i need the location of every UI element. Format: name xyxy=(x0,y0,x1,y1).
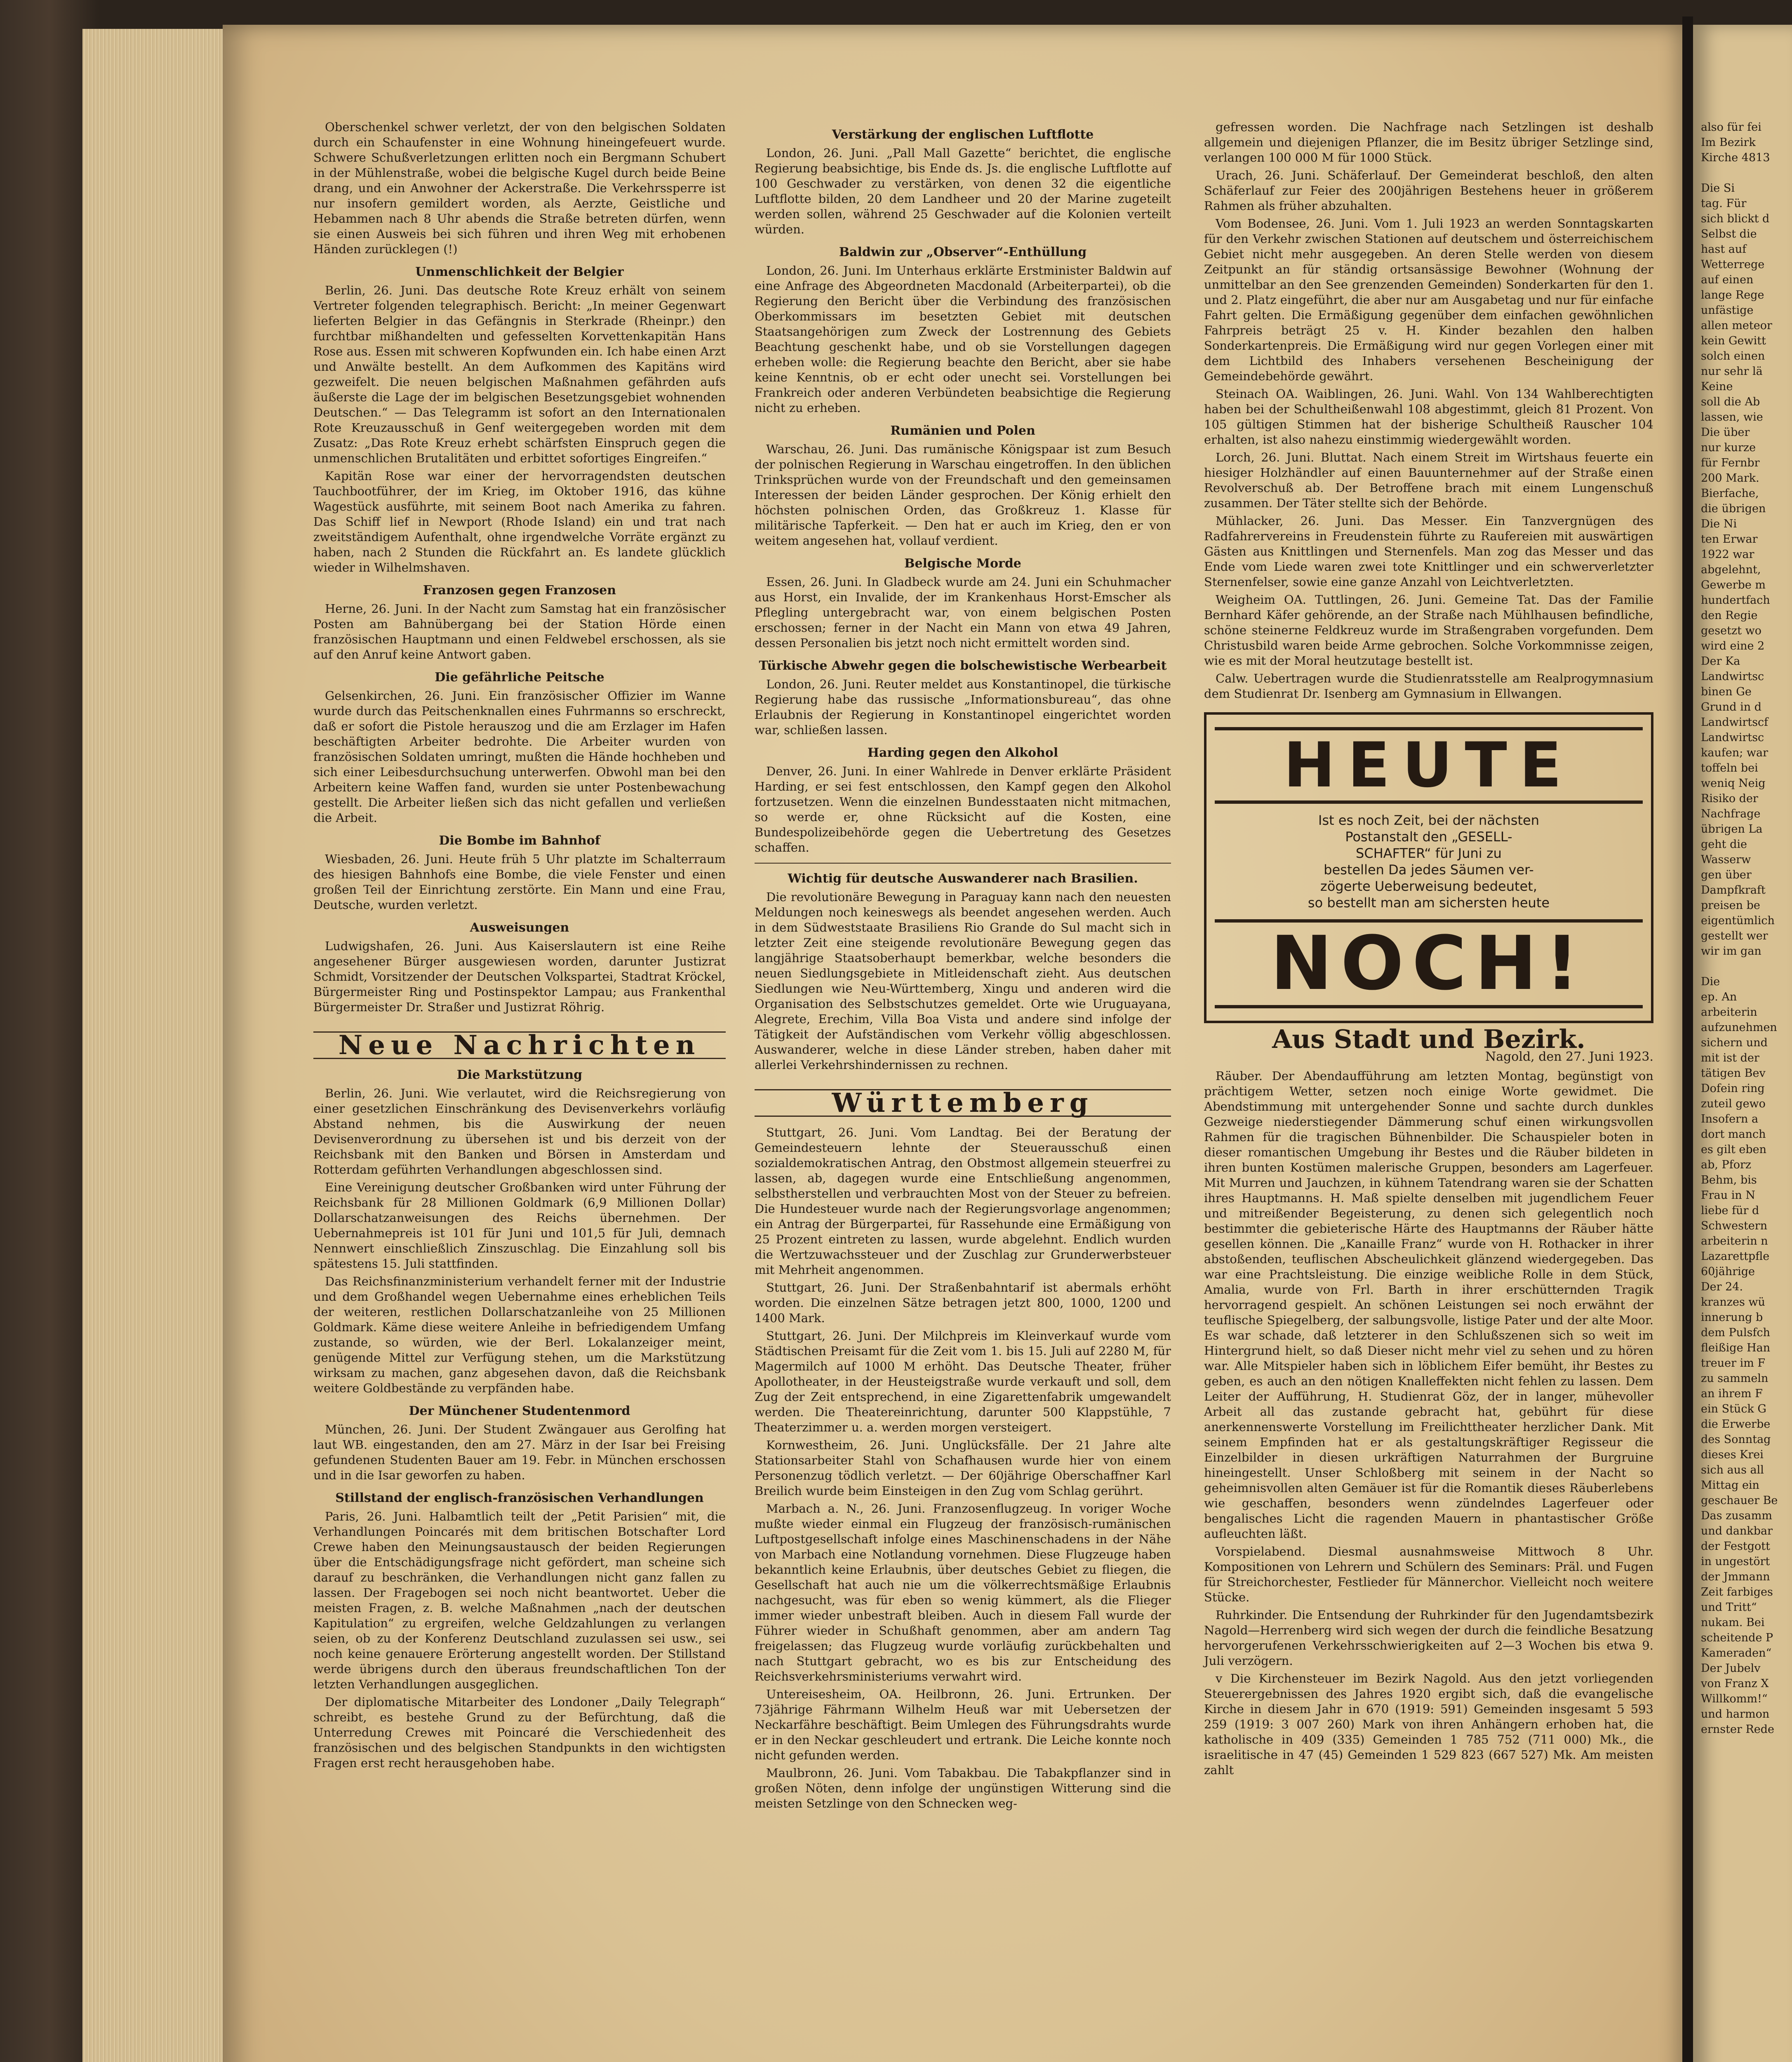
article-text: Kornwestheim, 26. Juni. Unglücksfälle. Der 21 Jahre alte Stationsarbeiter Stahl von Schafhausen wurde hier von einem Personenzug tödlich verletzt. — Der 60jährige Oberschaffner Karl Breilich wurde beim Einsteigen in den Zug vom Schlag gerührt. xyxy=(755,1438,1171,1498)
article-text: London, 26. Juni. „Pall Mall Gazette“ berichtet, die englische Regierung beabsichtige, bis Ende ds. Js. die englische Luftflotte auf 100 Geschwader zu verstärken, von denen 32 die eigentliche Luftflotte bilden, 20 dem Landheer und 20 der Marine zugeteilt werden sollen, während 25 Geschwader auf die Kolonien verteilt würden. xyxy=(755,146,1171,236)
facing-page-line: Insofern a xyxy=(1701,1113,1759,1125)
article-text: Calw. Uebertragen wurde die Studienratsstelle am Realprogymnasium dem Studienrat Dr. Isenberg am Gymnasium in Ellwangen. xyxy=(1204,671,1653,701)
article-heading: Stillstand der englisch-französischen Verhandlungen xyxy=(335,1491,704,1505)
facing-page-line: von Franz X xyxy=(1701,1677,1769,1690)
ad-text: Ist es noch Zeit, bei der nächsten xyxy=(1318,812,1539,828)
article-heading: Harding gegen den Alkohol xyxy=(867,746,1058,760)
article-text: London, 26. Juni. Reuter meldet aus Konstantinopel, die türkische Regierung habe das russische „Informationsbureau“, das ohne Erlaubnis der Regierung in Konstantinopel eingerichtet worden war, schließen lassen. xyxy=(755,677,1171,737)
facing-page-line: Dofein ring xyxy=(1701,1082,1765,1095)
facing-page-line: fleißige Han xyxy=(1701,1342,1771,1354)
facing-page-line: gesetzt wo xyxy=(1701,624,1761,637)
facing-page-line: zu sammeln xyxy=(1701,1372,1768,1385)
article-text: Berlin, 26. Juni. Wie verlautet, wird die Reichsregierung von einer gesetzlichen Einschränkung des Devisenverkehrs vorläufig Abstand nehmen, bis die Auswirkung der neuen Devisenverordnung zu übersehen ist und bis derzeit von der Reichsbank mit den Banken und Börsen in Amsterdam und Rotterdam geführten Verhandlungen abgeschlossen sind. xyxy=(313,1086,726,1177)
article-text: v Die Kirchensteuer im Bezirk Nagold. Aus den jetzt vorliegenden Steuerergebnissen des Jahres 1920 ergibt sich, daß die evangelische Kirche in diesem Jahr in 670 (1919: 591) Gemeinden insgesamt 5 593 259 (1919: 3 007 260) Mark von ihren Anhängern erhoben hat, die katholische in 409 (335) Gemeinden 1 785 752 (711 000) Mk., die israelitische in 47 (45) Gemeinden 1 529 823 (667 527) Mk. Am meisten zahlt xyxy=(1204,1671,1653,1777)
subscription-advertisement xyxy=(1204,712,1653,1023)
article-text: Marbach a. N., 26. Juni. Franzosenflugzeug. In voriger Woche mußte wieder einmal ein Flugzeug der französisch-rumänischen Luftpostgesellschaft infolge eines Maschinenschadens in der Nähe von Marbach eine Notlandung vornehmen. Diese Flugzeuge haben bekanntlich keine Erlaubnis, über deutsches Gebiet zu fliegen, die Gesellschaft hat auch nie um die völkerrechtsmäßige Erlaubnis nachgesucht, was für eben so wenig kümmert, als die Flieger immer wieder unbestraft bleiben. Auch in diesem Fall wurde der Führer wieder in Schußhaft genommen, aber am andern Tag freigelassen; das Flugzeug wurde vorläufig zurückbehalten und nach Stuttgart gebracht, wo es bis zur Entscheidung des Reichsverkehrsministeriums verwahrt wird. xyxy=(755,1502,1171,1683)
article-text: Stuttgart, 26. Juni. Der Straßenbahntarif ist abermals erhöht worden. Die einzelnen Sätze betragen jetzt 800, 1000, 1200 und 1400 Mark. xyxy=(755,1281,1171,1325)
facing-page-line: Die über xyxy=(1701,426,1750,439)
facing-page-line: Die Si xyxy=(1701,182,1735,195)
facing-page-line: Die xyxy=(1701,975,1720,988)
divider xyxy=(755,863,1171,864)
column-2 xyxy=(755,120,1171,1814)
article-text: Stuttgart, 26. Juni. Vom Landtag. Bei der Beratung der Gemeindesteuern lehnte der Steuerausschuß einen sozialdemokratischen Antrag, den Obstmost allgemein steuerfrei zu lassen, ab, dagegen wurde eine Entschließung angenommen, selbstherstellen und verbrauchten Most von der Steuer zu befreien. Die Hundesteuer wurde nach der Regierungsvorlage angenommen; ein Antrag der Bürgerpartei, für Rassehunde eine Ermäßigung von 25 Prozent eintreten zu lassen, wurde abgelehnt. Endlich wurden die Wertzuwachssteuer und der Zuschlag zur Grunderwerbsteuer mit Mehrheit angenommen. xyxy=(755,1125,1171,1277)
article-heading: Die gefährliche Peitsche xyxy=(435,670,604,685)
article-text: Stuttgart, 26. Juni. Der Milchpreis im Kleinverkauf wurde vom Städtischen Preisamt für die Zeit vom 1. bis 15. Juli auf 2280 M, für Magermilch auf 1000 M erhöht. Das Deutsche Theater, früher Apollotheater, in der Heusteigstraße wurde verkauft und soll, dem Zug der Zeit entsprechend, in eine Zigarettenfabrik umgewandelt werden. Die Theatereinrichtung, darunter 500 Klappstühle, 7 Theaterzimmer u. a. werden morgen versteigert. xyxy=(755,1329,1171,1434)
facing-page-line: Grund in d xyxy=(1701,701,1762,713)
facing-page-line: nur sehr lä xyxy=(1701,365,1763,378)
article-heading: Die Bombe im Bahnhof xyxy=(439,833,600,848)
facing-page-line: die übrigen xyxy=(1701,502,1766,515)
article-text: München, 26. Juni. Der Student Zwängauer aus Gerolfing hat laut WB. eingestanden, den am 27. März in der Isar bei Freising gefundenen Studenten Bauer am 19. Febr. in München erschossen und in die Isar geworfen zu haben. xyxy=(313,1422,726,1482)
facing-page-line xyxy=(1701,165,1787,181)
article-text: Steinach OA. Waiblingen, 26. Juni. Wahl. Von 134 Wahlberechtigten haben bei der Schultheißenwahl 108 abgestimmt, gleich 81 Prozent. Von 105 gültigen Stimmen hat der bisherige Schultheiß Rauscher 104 erhalten, ist also nahezu einstimmig wiedergewählt worden. xyxy=(1204,387,1653,447)
ad-text: zögerte Ueberweisung bedeutet, xyxy=(1320,878,1537,894)
article-text: Eine Vereinigung deutscher Großbanken wird unter Führung der Reichsbank für 28 Millionen Goldmark (6,9 Millionen Dollar) Dollarschatzanweisungen des Reichs übernehmen. Der Uebernahmepreis ist 101 für Juni und 101,5 für Juli, demnach Nennwert einschließlich Zinszuschlag. Die Einzahlung soll bis spätestens 15. Juli stattfinden. xyxy=(313,1180,726,1271)
article-text: Das Reichsfinanzministerium verhandelt ferner mit der Industrie und dem Großhandel wegen Uebernahme eines erheblichen Teils der weiteren, restlichen Dollarschatzanleihe von 25 Millionen Goldmark. Käme diese weitere Anleihe in befriedigendem Umfang zustande, so würden, wie der Berl. Lokalanzeiger meint, genügende Mittel zur Verfügung stehen, um die Markstützung wirksam zu machen, ganz abgesehen davon, daß die Reichsbank weitere Goldbestände zu verpfänden habe. xyxy=(313,1274,726,1395)
article-heading: Unmenschlichkeit der Belgier xyxy=(415,265,624,279)
facing-page-line: den Regie xyxy=(1701,609,1758,622)
ad-text: so bestellt man am sichersten heute xyxy=(1308,895,1550,911)
facing-page-line: treuer im F xyxy=(1701,1357,1766,1370)
facing-page-line: Der Ka xyxy=(1701,655,1740,668)
facing-page-line: gestellt wer xyxy=(1701,930,1768,942)
ad-text: bestellen Da jedes Säumen ver- xyxy=(1324,862,1534,878)
article-heading: Der Münchener Studentenmord xyxy=(409,1404,630,1418)
article-text: Die revolutionäre Bewegung in Paraguay kann nach den neuesten Meldungen noch keineswegs als beendet angesehen werden. Auch in dem Südweststaate Brasiliens Rio Grande do Sul macht sich in letzter Zeit eine steigende revolutionäre Bewegung gegen das langjährige Staatsoberhaupt bemerkbar, welche besonders die neuen Siedlungsgebiete in Mitleidenschaft zieht. Aus deutschen Siedlungen wie Neu-Württemberg, Xingu und anderen wird die Organisation des Selbstschutzes gemeldet. Orte wie Uruguayana, Alegrete, Erechim, Villa Boa Vista und andere sind infolge der Tätigkeit der Aufständischen vom Verkehr völlig abgeschlossen. Auswanderer, welche in diese Länder streben, haben daher mit allerlei Verkehrshindernissen zu rechnen. xyxy=(755,890,1171,1072)
facing-page-line: des Sonntag xyxy=(1701,1433,1771,1446)
article-text: Vom Bodensee, 26. Juni. Vom 1. Juli 1923 an werden Sonntagskarten für den Verkehr zwischen Stationen auf deutschem und österreichischem Gebiet nicht mehr ausgegeben. An deren Stelle werden von diesem Zeitpunkt an für ständig ortsansässige Bewohner (Wohnung der unmittelbar an den See grenzenden Gemeinden) Sonderkarten für den 1. und 2. Platz eingeführt, die aber nur am Ausgabetag und nur für einfache Fahrt gelten. Die Ermäßigung gegenüber dem einfachen gewöhnlichen Fahrpreis beträgt 25 v. H. Kinder bezahlen den halben Sonderkartenpreis. Die Ermäßigung wird nur gegen Vorlegen einer mit dem Lichtbild des Inhabers versehenen Bescheinigung der Gemeindebehörde gewährt. xyxy=(1204,217,1653,383)
facing-page-line: an ihrem F xyxy=(1701,1387,1763,1400)
facing-page-line: kein Gewitt xyxy=(1701,334,1766,347)
facing-page-line: nur kurze xyxy=(1701,441,1756,454)
facing-page-line: geschauer Be xyxy=(1701,1494,1778,1507)
facing-page-line: soll die Ab xyxy=(1701,395,1760,408)
facing-page-line: ten Erwar xyxy=(1701,533,1758,546)
facing-page-line: preisen be xyxy=(1701,899,1760,912)
facing-page-line: Das zusamm xyxy=(1701,1509,1772,1522)
facing-page-line: die Erwerbe xyxy=(1701,1418,1771,1431)
facing-page-line: sich aus all xyxy=(1701,1464,1764,1476)
book-gutter xyxy=(1682,16,1693,2062)
article-text: Kapitän Rose war einer der hervorragendsten deutschen Tauchbootführer, der im Krieg, im Oktober 1916, das kühne Wagestück ausführte, mit seinem Boot nach Amerika zu fahren. Das Schiff lief in Newport (Rhode Island) ein und trat nach zweitständigem Aufenthalt, ohne irgendwelche Vorräte ergänzt zu haben, nach 2 Stunden die Rückfahrt an. Es landete glücklich wieder in Wilhelmshaven. xyxy=(313,469,726,574)
facing-page-line: hundertfach xyxy=(1701,594,1770,607)
facing-page-line xyxy=(1701,959,1787,974)
article-heading: Ausweisungen xyxy=(470,920,569,935)
article-text: Maulbronn, 26. Juni. Vom Tabakbau. Die Tabakpflanzer sind in großen Nöten, denn infolge der ungünstigen Witterung sind die meisten Setzlinge von den Schnecken weg- xyxy=(755,1766,1171,1810)
facing-page-line: Im Bezirk xyxy=(1701,136,1756,149)
facing-page-line: allen meteor xyxy=(1701,319,1772,332)
facing-page-line: Nachfrage xyxy=(1701,807,1761,820)
facing-page-line: dieses Krei xyxy=(1701,1448,1764,1461)
facing-page-line: kaufen; war xyxy=(1701,746,1768,759)
facing-page-line: nukam. Bei xyxy=(1701,1616,1765,1629)
article-text: Denver, 26. Juni. In einer Wahlrede in Denver erklärte Präsident Harding, er sei fest entschlossen, den Kampf gegen den Alkohol fortzusetzen. Wenn die einzelnen Bundesstaaten nicht mitmachen, so werde er, ohne Rücksicht auf die Kosten, eine Bundespolizeibehörde gegen die Uebertretung des Gesetzes schaffen. xyxy=(755,764,1171,854)
facing-page-line: tag. Für xyxy=(1701,197,1747,210)
column-1 xyxy=(313,120,726,1773)
facing-page-line: der Jmmann xyxy=(1701,1570,1770,1583)
facing-page-line: und Tritt“ xyxy=(1701,1601,1757,1614)
facing-page-line: unfästige xyxy=(1701,304,1754,317)
article-text: Untereisesheim, OA. Heilbronn, 26. Juni. Ertrunken. Der 73jährige Fährmann Wilhelm Heuß war mit Uebersetzen der Neckarfähre beschäftigt. Beim Umlegen des Führungsdrahts wurde er in den Neckar geschleudert und ertrank. Die Leiche konnte noch nicht gefunden werden. xyxy=(755,1687,1171,1762)
article-heading: Die Markstützung xyxy=(456,1068,583,1082)
facing-page-line: zuteil gewo xyxy=(1701,1097,1766,1110)
facing-page-line: Wasserw xyxy=(1701,853,1751,866)
article-heading: Verstärkung der englischen Luftflotte xyxy=(832,127,1094,142)
facing-page-line: binen Ge xyxy=(1701,685,1752,698)
ad-headline: NOCH! xyxy=(1215,919,1643,1008)
article-text: Lorch, 26. Juni. Bluttat. Nach einem Streit im Wirtshaus feuerte ein hiesiger Holzhändler auf einen Bauunternehmer auf der Straße einen Revolverschuß ab. Der Betroffene brach mit einem Lungenschuß zusammen. Der Täter stellte sich der Behörde. xyxy=(1204,450,1653,510)
facing-page-line: 200 Mark. xyxy=(1701,472,1759,485)
facing-page-line: Bierfache, xyxy=(1701,487,1759,500)
facing-page-line: Die Ni xyxy=(1701,518,1737,530)
article-text: Räuber. Der Abendaufführung am letzten Montag, begünstigt von prächtigem Wetter, setzen noch einige Worte gewidmet. Die Abendstimmung mit untergehender Sonne und sachte durch dunkles Gezweige niederstiegender Dämmerung schuf einen wirkungsvollen Rahmen für die tragischen Bühnenbilder. Die Schauspieler boten in dieser romantischen Umgebung ihr Bestes und die Räuber bildeten in ihren bunten Kostümen malerische Gruppen, besonders am Lagerfeuer. Mit Murren und Jauchzen, in kühnem Tatendrang waren sie der Schatten ihres Hauptmanns. H. Maß spielte denselben mit jugendlichem Feuer und mitreißender Begeisterung, zu denen sich gelegentlich noch bestimmter die gebieterische Härte des Hauptmanns der Räuber hätte gesellen können. Die „Kanaille Franz“ wurde von H. Rothacker in ihrer abstoßenden, teuflischen Abscheulichkeit glänzend wiedergegeben. Das war eine Prachtsleistung. Die einzige weibliche Rolle in dem Stück, Amalia, wurde von Frl. Barth in ihrer erschütternden Tragik hervorragend gespielt. An schönen Leistungen sei noch erwähnt der teuflische Spiegelberg, der salbungsvolle, listige Pater und der alte Moor. Es war schade, daß letzterer in den Schlußszenen sich so weit im Hintergrund hielt, so daß Dieser nicht mehr viel zu sehen und zu hören war. Alle Mitspieler haben sich in löblichem Eifer bemüht, ihr Bestes zu geben, es auch an den nötigen Knalleffekten nicht fehlen zu lassen. Dem Leiter der Aufführung, H. Studienrat Göz, der in langer, mühevoller Arbeit all das zustande gebracht hat, gebührt für diese anerkennenswerte Vorstellung im Freilichttheater herzlicher Dank. Mit seinem Empfinden hat er als gestaltungskräftiger Regisseur die Einzelbilder in diesen urkräftigen Naturrahmen der Burgruine hineingestellt. Unser Schloßberg mit seinem in der Nacht so geheimnisvollen alten Gemäuer ist für die Romantik dieses Räuberlebens wie geschaffen, besonders wenn zündelndes Lagerfeuer oder bengalisches Licht die ragenden Mauern in phantastischer Größe aufleuchten läßt. xyxy=(1204,1069,1653,1541)
article-text: London, 26. Juni. Im Unterhaus erklärte Erstminister Baldwin auf eine Anfrage des Abgeordneten Macdonald (Arbeiterpartei), ob die Regierung den Bericht über die Verbindung des französischen Oberkommissars im besetzten Gebiet mit deutschen Staatsangehörigen zum Zweck der Lostrennung des Gebiets Beachtung geschenkt habe, und ob sie Vorstellungen dagegen erheben wolle: die Regierung beachte den Bericht, aber sie habe keine Kenntnis, ob er echt oder unecht sei. Vorstellungen bei Frankreich oder anderen Verbündeten beabsichtige die Regierung nicht zu erheben. xyxy=(755,264,1171,415)
article-heading: Baldwin zur „Observer“-Enthüllung xyxy=(839,245,1087,259)
facing-page-line: Landwirtsc xyxy=(1701,670,1764,683)
facing-page-line: Landwirtscf xyxy=(1701,716,1768,729)
facing-page-line: Mittag ein xyxy=(1701,1479,1759,1492)
facing-page-line: ab, Pforz xyxy=(1701,1158,1752,1171)
facing-page-line: wird eine 2 xyxy=(1701,640,1765,652)
facing-page-line: hast auf xyxy=(1701,243,1747,256)
facing-page-line: Dampfkraft xyxy=(1701,884,1766,897)
facing-page-line: Zeit farbiges xyxy=(1701,1586,1773,1598)
dateline: Nagold, den 27. Juni 1923. xyxy=(1485,1050,1653,1064)
facing-page-line: wir im gan xyxy=(1701,945,1761,958)
article-heading: Rumänien und Polen xyxy=(890,424,1035,438)
facing-page-line: Behm, bis xyxy=(1701,1174,1757,1186)
facing-page-line: arbeiterin xyxy=(1701,1006,1757,1019)
facing-page-line: geht die xyxy=(1701,838,1747,851)
facing-page-line: kranzes wü xyxy=(1701,1296,1765,1309)
facing-page-line: Der 24. xyxy=(1701,1281,1743,1293)
facing-page-line: und harmon xyxy=(1701,1708,1770,1721)
section-banner: Württemberg xyxy=(755,1089,1171,1117)
article-text: Essen, 26. Juni. In Gladbeck wurde am 24. Juni ein Schuhmacher aus Horst, ein Invalide, der im Krankenhaus Horst-Emscher als Pflegling untergebracht war, von einem belgischen Posten erschossen; ferner in der Nacht ein Mann von etwa 49 Jahren, dessen Personalien bis jetzt noch nicht ermittelt worden sind. xyxy=(755,575,1171,650)
article-heading: Franzosen gegen Franzosen xyxy=(423,583,616,598)
facing-page-line: toffeln bei xyxy=(1701,762,1758,774)
facing-page-line: Schwestern xyxy=(1701,1219,1768,1232)
facing-page-line: sich blickt d xyxy=(1701,212,1770,225)
facing-page-line: gen über xyxy=(1701,869,1752,881)
article-text: gefressen worden. Die Nachfrage nach Setzlingen ist deshalb allgemein und diejenigen Pflanzer, die im Besitz übriger Setzlinge sind, verlangen 100 000 M für 1000 Stück. xyxy=(1204,120,1653,165)
facing-page-line: dem Pulsfch xyxy=(1701,1326,1770,1339)
facing-page-line: Landwirtsc xyxy=(1701,731,1764,744)
facing-page-line: also für fei xyxy=(1701,121,1761,134)
facing-page-line: mit ist der xyxy=(1701,1052,1759,1064)
ad-text: Postanstalt den „GESELL- xyxy=(1345,829,1512,845)
facing-page-line: Selbst die xyxy=(1701,228,1757,240)
facing-page-line: Willkomm!“ xyxy=(1701,1692,1768,1705)
facing-page-line: Wetterrege xyxy=(1701,258,1765,271)
facing-page-line: liebe für d xyxy=(1701,1204,1759,1217)
article-text: Oberschenkel schwer verletzt, der von den belgischen Soldaten durch ein Schaufenster in eine Wohnung hineingefeuert wurde. Schwere Schußverletzungen erlitten noch ein Bergmann Schubert in der Mühlenstraße, wobei die belgische Kugel durch beide Beine drang, und ein Anwohner der Ackerstraße. Die Verkehrssperre ist nur insofern gemildert worden, als Aerzte, Geistliche und Hebammen nach 8 Uhr abends die Straße betreten dürfen, wenn sie einen Ausweis bei sich führen und ihren Weg mit erhobenen Händen zurücklegen (!) xyxy=(313,120,726,256)
article-text: Warschau, 26. Juni. Das rumänische Königspaar ist zum Besuch der polnischen Regierung in Warschau eingetroffen. In den üblichen Trinksprüchen wurde von der Freundschaft und den gemeinsamen Interessen der beiden Länder gesprochen. Der König erhielt den höchsten polnischen Orden, das Großkreuz 1. Klasse für militärische Tapferkeit. — Den hat er auch im Krieg, den er von weitem angesehen hat, vollauf verdient. xyxy=(755,442,1171,548)
facing-page-line: eigentümlich xyxy=(1701,914,1775,927)
facing-page-line: sichern und xyxy=(1701,1036,1768,1049)
article-text: Herne, 26. Juni. In der Nacht zum Samstag hat ein französischer Posten am Bahnübergang bei der Station Hörde einen französischen Hauptmann und einen Feldwebel erschossen, als sie auf den Anruf keine Antwort gaben. xyxy=(313,602,726,661)
facing-page-line: Risiko der xyxy=(1701,792,1758,805)
facing-page-line: der Festgott xyxy=(1701,1540,1770,1553)
article-text: Wiesbaden, 26. Juni. Heute früh 5 Uhr platzte im Schalterraum des hiesigen Bahnhofs eine Bombe, die viele Fenster und einen großen Teil der Einrichtung zerstörte. Ein Mann und eine Frau, Deutsche, wurden verletzt. xyxy=(313,852,726,912)
facing-page-line: Keine xyxy=(1701,380,1733,393)
facing-page-line: es gilt eben xyxy=(1701,1143,1767,1156)
facing-page-line: ep. An xyxy=(1701,991,1737,1003)
facing-page-line: ernster Rede xyxy=(1701,1723,1775,1736)
article-text: Der diplomatische Mitarbeiter des Londoner „Daily Telegraph“ schreibt, es bestehe Grund zu der Befürchtung, daß die Unterredung Crewes mit Poincaré die Verschiedenheit des französischen und des belgischen Standpunkts in den wichtigsten Fragen erst recht herausgehoben habe. xyxy=(313,1695,726,1770)
article-heading: Belgische Morde xyxy=(904,556,1021,571)
facing-page-line: weniq Neig xyxy=(1701,777,1766,790)
facing-page-line: übrigen La xyxy=(1701,823,1763,836)
facing-page-line: ein Stück G xyxy=(1701,1403,1766,1415)
facing-page-line: in ungestört xyxy=(1701,1555,1770,1568)
facing-page-line: und dankbar xyxy=(1701,1525,1773,1537)
facing-page-line: lassen, wie xyxy=(1701,411,1763,424)
page-stack-edge xyxy=(82,29,231,2062)
article-text: Gelsenkirchen, 26. Juni. Ein französischer Offizier im Wanne wurde durch das Peitschenknallen eines Fuhrmanns so erschreckt, daß er sofort die Pistole herauszog und die am Erzlager im Hafen beschäftigten Arbeiter bedrohte. Die Arbeiter wurden von französischen Soldaten umringt, mußten die Hände hochheben und sich einer Leibesdurchsuchung unterwerfen. Obwohl man bei den Arbeitern keine Waffen fand, wurden sie unter Postenbewachung gestellt. Die Arbeiter ließen sich das nicht gefallen und verließen die Arbeit. xyxy=(313,689,726,825)
facing-page-line: Lazarettpfle xyxy=(1701,1250,1770,1263)
facing-page-line: solch einen xyxy=(1701,350,1765,362)
facing-page-line: Frau in N xyxy=(1701,1189,1755,1202)
facing-page-line: abgelehnt, xyxy=(1701,563,1761,576)
facing-page-line: lange Rege xyxy=(1701,289,1764,301)
article-text: Mühlacker, 26. Juni. Das Messer. Ein Tanzvergnügen des Radfahrervereins in Freudenstein führte zu Raufereien mit auswärtigen Gästen aus Knittlingen und Sternenfels. Man zog das Messer und das Ende vom Liede waren zwei tote Knittlinger und ein schwerverletzter Sternenfelser, sowie eine ganze Anzahl von Leichtverletzten. xyxy=(1204,514,1653,589)
facing-page-line: scheitende P xyxy=(1701,1631,1773,1644)
facing-page-line: Kameraden“ xyxy=(1701,1647,1772,1659)
article-text: Urach, 26. Juni. Schäferlauf. Der Gemeinderat beschloß, den alten Schäferlauf zur Feier des 200jährigen Bestehens heuer in größerem Rahmen als früher abzuhalten. xyxy=(1204,168,1653,213)
facing-page-line: aufzunehmen xyxy=(1701,1021,1777,1034)
facing-page-line: auf einen xyxy=(1701,273,1754,286)
facing-page-line: 1922 war xyxy=(1701,548,1754,561)
article-text: Paris, 26. Juni. Halbamtlich teilt der „Petit Parisien“ mit, die Verhandlungen Poincarés mit dem britischen Botschafter Lord Crewe haben den Meinungsaustausch der beiden Regierungen über die Entschädigungsfrage nicht gefördert, man scheine sich darauf zu beschränken, die Verhandlungen nicht ganz fallen zu lassen. Der Fragebogen sei noch nicht beantwortet. Ueber die meisten Fragen, z. B. welche Maßnahmen „nach der deutschen Kapitulation“ zu ergreifen, welche Geldzahlungen zu verlangen seien, ob zu der Konferenz Deutschland zuzulassen sei usw., sei noch keine genauere Erörterung angestellt worden. Der Stillstand werde übrigens durch den überaus freundschaftlichen Ton der letzten Verhandlungen ausgeglichen. xyxy=(313,1509,726,1691)
facing-page-line: tätigen Bev xyxy=(1701,1067,1766,1080)
facing-page-line: 60jährige xyxy=(1701,1265,1755,1278)
facing-page-line: für Fernbr xyxy=(1701,457,1760,469)
facing-page-line: dort manch xyxy=(1701,1128,1766,1141)
facing-page-line: Kirche 4813 xyxy=(1701,151,1770,164)
article-heading: Türkische Abwehr gegen die bolschewistische Werbearbeit xyxy=(759,659,1167,673)
article-text: Berlin, 26. Juni. Das deutsche Rote Kreuz erhält von seinem Vertreter folgenden telegraphisch. Bericht: „In meiner Gegenwart lieferten Belgier in das Gefängnis in Sterkrade (Rheinpr.) den furchtbar mißhandelten und gefesselten Korvettenkapitän Hans Rose aus. Essen mit schweren Kopfwunden ein. Ich habe einen Arzt und Anwälte bestellt. An dem Aufkommen des Kapitäns wird gezweifelt. Die neuen belgischen Maßnahmen gefährden aufs äußerste die Lage der im belgischen Besetzungsgebiet wohnenden Deutschen.“ — Das Telegramm ist sofort an den Internationalen Rote Kreuzausschuß in Genf weitergegeben worden mit dem Zusatz: „Das Rote Kreuz erhebt schärfsten Einspruch gegen die unmenschlichen Brutalitäten und erbittet sofortiges Eingreifen.“ xyxy=(313,283,726,465)
section-banner: Neue Nachrichten xyxy=(313,1031,726,1059)
article-text: Vorspielabend. Diesmal ausnahmsweise Mittwoch 8 Uhr. Kompositionen von Lehrern und Schülern des Seminars: Präl. und Fugen für Streichorchester, Festlieder für Männerchor. Vielleicht noch weitere Stücke. xyxy=(1204,1544,1653,1604)
section-title: Aus Stadt und Bezirk. xyxy=(1272,1024,1585,1054)
ad-text: SCHAFTER“ für Juni zu xyxy=(1356,845,1502,861)
article-text: Ludwigshafen, 26. Juni. Aus Kaiserslautern ist eine Reihe angesehener Bürger ausgewiesen worden, darunter Justizrat Schmidt, Vorsitzender der Deutschen Volkspartei, Stadtrat Kröckel, Bürgermeister Ring und Postinspektor Lampau; aus Frankenthal Bürgermeister Dr. Straßer und Justizrat Röhrig. xyxy=(313,939,726,1014)
facing-page-line: arbeiterin n xyxy=(1701,1235,1768,1248)
facing-page-text xyxy=(1701,120,1787,1737)
article-heading: Wichtig für deutsche Auswanderer nach Brasilien. xyxy=(788,871,1138,886)
ad-headline: HEUTE xyxy=(1215,727,1643,804)
article-text: Weigheim OA. Tuttlingen, 26. Juni. Gemeine Tat. Das der Familie Bernhard Käfer gehörende, an der Straße nach Mühlhausen befindliche, schöne steinerne Feldkreuz wurde im Straßengraben vorgefunden. Dem Christusbild waren beide Arme gebrochen. Solche Vorkommnisse zeigen, wie es mit der Moral heutzutage bestellt ist. xyxy=(1204,593,1653,668)
column-3 xyxy=(1204,120,1653,1780)
facing-page-line: Gewerbe m xyxy=(1701,579,1766,591)
article-text: Ruhrkinder. Die Entsendung der Ruhrkinder für den Jugendamtsbezirk Nagold—Herrenberg wird sich wegen der durch die feindliche Besatzung hervorgerufenen Verkehrsschwierigkeiten auf 2—3 Wochen bis etwa 9. Juli verzögern. xyxy=(1204,1608,1653,1668)
facing-page-line: innerung b xyxy=(1701,1311,1763,1324)
facing-page-line: Der Jubelv xyxy=(1701,1662,1761,1675)
